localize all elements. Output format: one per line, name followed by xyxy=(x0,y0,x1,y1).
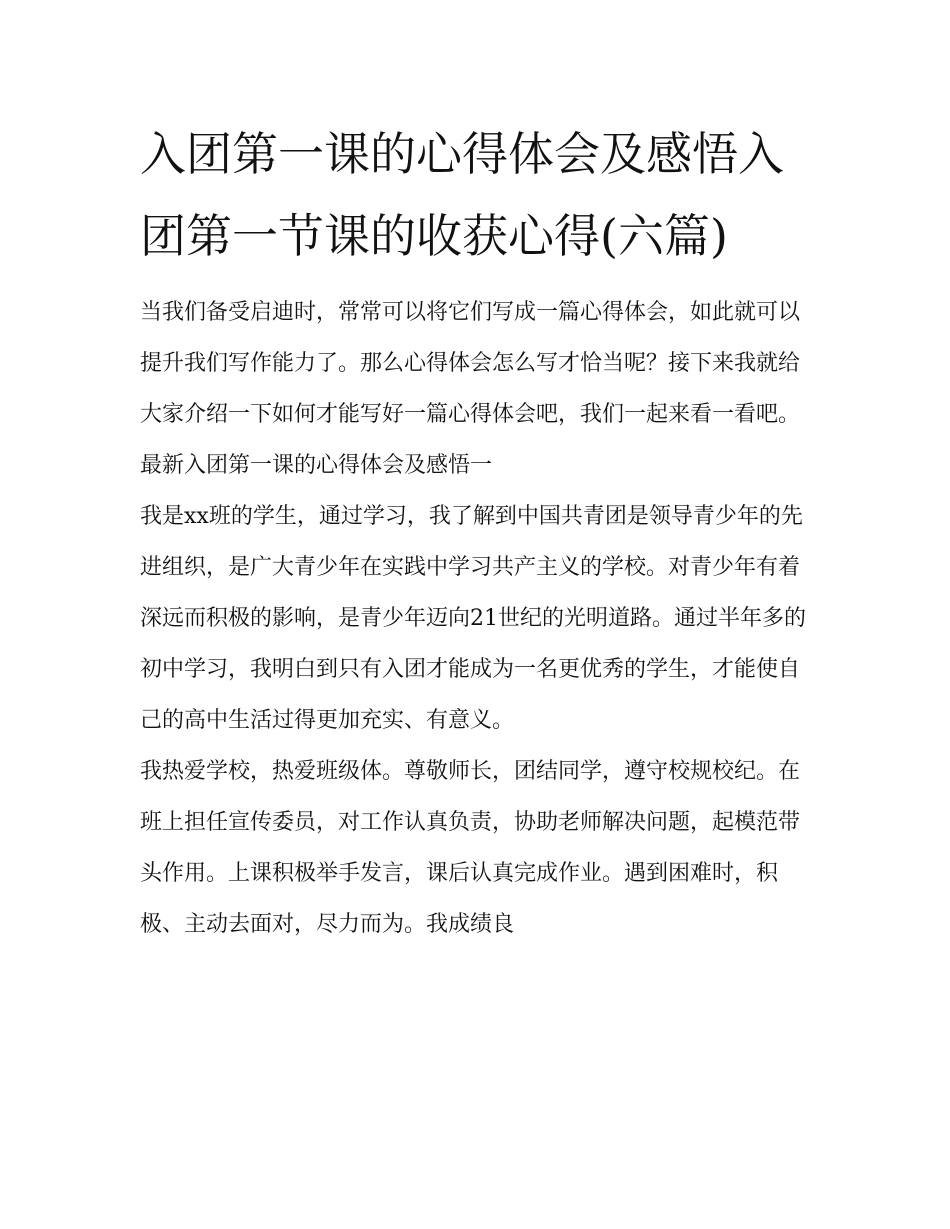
body-paragraph-1: 我是xx班的学生，通过学习，我了解到中国共青团是领导青少年的先进组织，是广大青少年在实践中学习共产主义的学校。对青少年有着深远而积极的影响，是青少年迈向21世纪的光明道路。通过半年多的初中学习，我明白到只有入团才能成为一名更优秀的学生，才能使自己的高中生活过得更加充实、有意义。 xyxy=(140,504,806,733)
document-body xyxy=(140,113,820,950)
intro-paragraph: 当我们备受启迪时，常常可以将它们写成一篇心得体会，如此就可以提升我们写作能力了。那么心得体会怎么写才恰当呢？接下来我就给大家介绍一下如何才能写好一篇心得体会吧，我们一起来看一看吧。 xyxy=(140,300,801,427)
section-heading: 最新入团第一课的心得体会及感悟一 xyxy=(140,453,493,478)
body-paragraph-2: 我热爱学校，热爱班级体。尊敬师长，团结同学，遵守校规校纪。在班上担任宣传委员，对工作认真负责，协助老师解决问题，起模范带头作用。上课积极举手发言，课后认真完成作业。遇到困难时，积极、主动去面对，尽力而为。我成绩良 xyxy=(140,759,801,937)
document-title: 入团第一课的心得体会及感悟入团第一节课的收获心得(六篇) xyxy=(140,127,784,263)
